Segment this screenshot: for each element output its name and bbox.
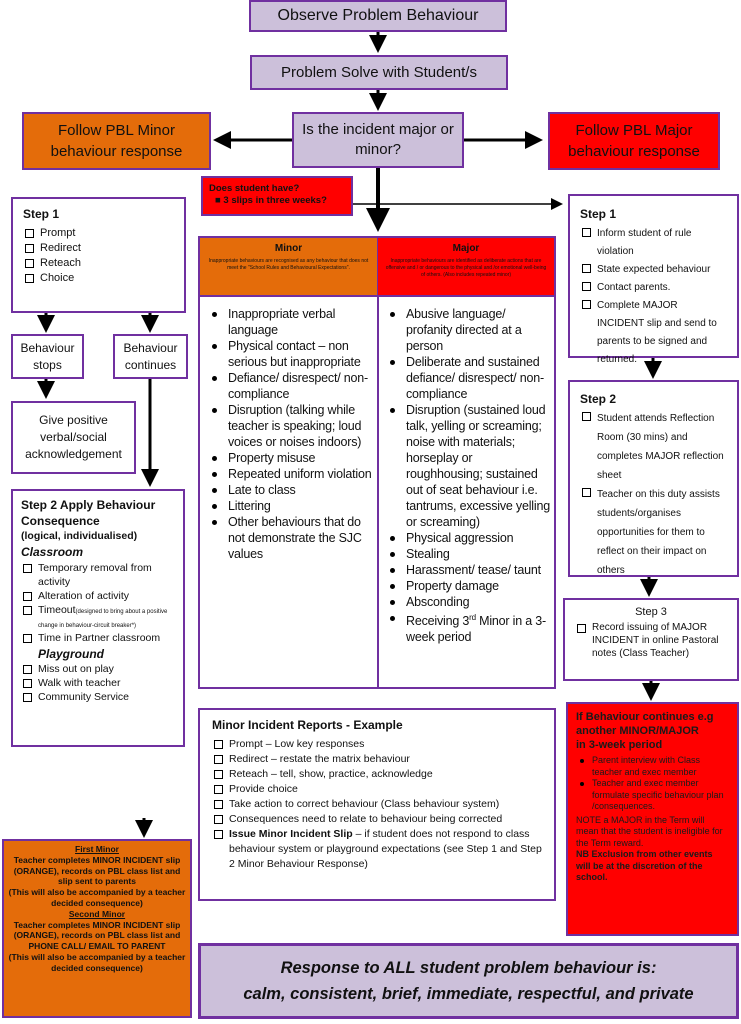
minor-report-last-rest: – if student does not respond to class behaviour system or playground expectations (see Step 1 and Step 2 Minor Behaviour Response)	[229, 828, 542, 870]
minor-step2-subtitle: (logical, individualised)	[21, 530, 138, 542]
slips-check-item: 3 slips in three weeks?	[223, 195, 327, 206]
first-minor-title: First Minor	[75, 844, 119, 854]
minor-step1-title: Step 1	[23, 207, 60, 221]
minor-reports-box	[198, 708, 556, 901]
major-step2-title: Step 2	[580, 392, 617, 406]
major-behaviour-item: Harassment/ tease/ taunt	[386, 562, 552, 578]
minor-behaviour-item: Disruption (talking while teacher is speaking; loud voices or noises indoors)	[208, 402, 374, 450]
playground-item: Miss out on play	[21, 662, 175, 676]
slips-check-item-row: ■ 3 slips in three weeks?	[215, 195, 327, 206]
behaviour-table	[198, 236, 556, 689]
minor-response-label: Follow PBL Minor behaviour response	[50, 122, 183, 160]
minor-report-item: Take action to correct behaviour (Class behaviour system)	[212, 797, 542, 812]
classroom-label: Classroom	[21, 545, 84, 559]
major-behaviour-item: Stealing	[386, 546, 552, 562]
major-behaviour-item: Absconding	[386, 594, 552, 610]
timeout-note: (designed to bring about a positive change in behaviour-circuit breaker*)	[38, 609, 168, 629]
classroom-item: Alteration of activity	[21, 589, 175, 603]
major-step2-box	[568, 380, 739, 577]
minor-step1-item: Choice	[23, 271, 174, 286]
major-step1-item: Contact parents.	[580, 279, 727, 297]
minor-behaviour-item: Repeated uniform violation	[208, 466, 374, 482]
minor-step2-box	[11, 489, 185, 747]
playground-label: Playground	[38, 647, 105, 661]
acknowledge-box	[11, 401, 136, 474]
observe-box	[249, 0, 507, 32]
classroom-item: Temporary removal from activity	[21, 561, 175, 589]
major-step2-item: Student attends Reflection Room (30 mins) and completes MAJOR reflection sheet	[580, 409, 727, 485]
minor-report-last-bold: Issue Minor Incident Slip	[229, 828, 353, 840]
column-divider	[377, 297, 379, 689]
continues-nb: NB Exclusion from other events will be at the discretion of the school.	[576, 849, 713, 882]
first-minor-note: (This will also be accompanied by a teacher decided consequence)	[8, 887, 186, 908]
major-behaviours-list	[386, 306, 552, 645]
slips-check-box	[201, 176, 353, 216]
minor-report-item: Consequences need to relate to behaviour being corrected	[212, 812, 542, 827]
major-step3-box	[563, 598, 739, 681]
major-last-pre: Receiving 3	[406, 614, 470, 629]
major-last-sup: rd	[469, 613, 476, 622]
behaviour-continues-box	[113, 334, 188, 379]
minor-report-item: Provide choice	[212, 782, 542, 797]
minor-reports-title: Minor Incident Reports - Example	[212, 718, 403, 732]
minor-step1-box	[11, 197, 186, 313]
minor-behaviour-item: Late to class	[208, 482, 374, 498]
response-banner-line2: calm, consistent, brief, immediate, respectful, and private	[243, 985, 694, 1003]
major-behaviour-item: Abusive language/ profanity directed at a person	[386, 306, 552, 354]
major-column-header	[378, 238, 554, 297]
minor-report-item-last	[212, 827, 542, 872]
major-step1-title: Step 1	[580, 207, 617, 221]
minor-report-item: Redirect – restate the matrix behaviour	[212, 752, 542, 767]
acknowledge-label: Give positive verbal/social acknowledgement	[25, 413, 122, 461]
minor-behaviour-item: Property misuse	[208, 450, 374, 466]
minor-behaviours-list	[208, 306, 374, 562]
minor-column-description: Inappropriate behaviours are recognised as any behaviour that does not meet the "School Rules and Behavioural Expectations".	[208, 258, 369, 271]
major-column-description: Inappropriate behaviours are identified as deliberate actions that are offensive and / or dangerous to the physical and /or emotional well-being of others. (Also includes repeated minor)	[385, 258, 547, 278]
minor-step1-item: Prompt	[23, 226, 174, 241]
major-response-box	[548, 112, 720, 170]
minor-column-header	[200, 238, 378, 297]
minor-report-item: Reteach – tell, show, practice, acknowledge	[212, 767, 542, 782]
classroom-item-timeout	[21, 603, 175, 631]
minor-step2-title: Step 2 Apply Behaviour Consequence	[21, 498, 156, 528]
playground-item: Walk with teacher	[21, 676, 175, 690]
incident-question-box	[292, 112, 464, 168]
continues-title-line: another MINOR/MAJOR	[576, 725, 699, 737]
slips-check-title: Does student have?	[209, 183, 300, 194]
minor-step1-item: Reteach	[23, 256, 174, 271]
behaviour-stops-label: Behaviour stops	[20, 340, 75, 372]
second-minor-note: (This will also be accompanied by a teacher decided consequence)	[8, 951, 186, 973]
minor-behaviour-item: Littering	[208, 498, 374, 514]
minor-report-item: Prompt – Low key responses	[212, 737, 542, 752]
minor-behaviour-item: Physical contact – non serious but inappropriate	[208, 338, 374, 370]
continues-title-line: in 3-week period	[576, 739, 663, 751]
continues-title	[576, 710, 729, 752]
continues-title-line: If Behaviour continues e.g	[576, 711, 714, 723]
behaviour-stops-box	[11, 334, 84, 379]
timeout-label: Timeout	[38, 604, 76, 616]
minor-behaviour-item: Defiance/ disrespect/ non-compliance	[208, 370, 374, 402]
major-step2-item: Teacher on this duty assists students/organises opportunities for them to reflect on their impact on others	[580, 485, 727, 580]
response-banner	[198, 943, 739, 1019]
major-step3-item: Record issuing of MAJOR INCIDENT in online Pastoral notes (Class Teacher)	[575, 621, 727, 660]
minor-step1-item: Redirect	[23, 241, 174, 256]
major-step1-box	[568, 194, 739, 365]
first-minor-text: Teacher completes MINOR INCIDENT slip (ORANGE), records on PBL class list and slip sent to parents	[13, 854, 181, 887]
problem-solve-label: Problem Solve with Student/s	[281, 64, 477, 81]
problem-solve-box	[250, 55, 508, 90]
major-behaviour-item-last	[386, 610, 552, 645]
major-behaviour-item: Deliberate and sustained defiance/ disrespect/ non-compliance	[386, 354, 552, 402]
major-step1-item: State expected behaviour	[580, 261, 727, 279]
major-response-label: Follow PBL Major behaviour response	[568, 122, 700, 160]
observe-label: Observe Problem Behaviour	[277, 7, 479, 24]
minor-response-box	[22, 112, 211, 170]
major-step1-item: Complete MAJOR INCIDENT slip and send to parents to be signed and returned.	[580, 297, 727, 369]
second-minor-text: Teacher completes MINOR INCIDENT slip (ORANGE), records on PBL class list and PHONE CALL/ EMAIL TO PARENT	[13, 919, 181, 952]
major-behaviour-item: Property damage	[386, 578, 552, 594]
major-step3-title: Step 3	[635, 606, 667, 618]
major-behaviour-item: Disruption (sustained loud talk, yelling or screaming; noise with materials; horseplay or roughhousing; sustained out of seat behaviour i.e. tantrums, excessive yelling or screaming)	[386, 402, 552, 530]
behaviour-continues-label: Behaviour continues	[123, 340, 178, 372]
minor-column-title: Minor	[274, 243, 303, 254]
continues-item: Teacher and exec member formulate specific behaviour plan /consequences.	[576, 778, 729, 813]
major-behaviour-item: Physical aggression	[386, 530, 552, 546]
playground-item: Community Service	[21, 690, 175, 704]
major-step1-item: Inform student of rule violation	[580, 225, 727, 261]
continues-item: Parent interview with Class teacher and exec member	[576, 755, 729, 778]
behaviour-continues-major-box	[566, 702, 739, 936]
major-last-post: Minor in a 3-week period	[406, 614, 546, 645]
minor-behaviour-item: Other behaviours that do not demonstrate the SJC values	[208, 514, 374, 562]
response-banner-line1: Response to ALL student problem behaviour is:	[280, 959, 657, 977]
incident-question-label: Is the incident major or minor?	[302, 121, 454, 158]
major-column-title: Major	[452, 243, 480, 254]
second-minor-title: Second Minor	[68, 908, 126, 919]
classroom-item: Time in Partner classroom	[21, 631, 175, 645]
minor-behaviour-item: Inappropriate verbal language	[208, 306, 374, 338]
continues-note: NOTE a MAJOR in the Term will mean that the student is ineligible for the Term reward.	[576, 814, 723, 848]
first-second-minor-box	[2, 839, 192, 1018]
